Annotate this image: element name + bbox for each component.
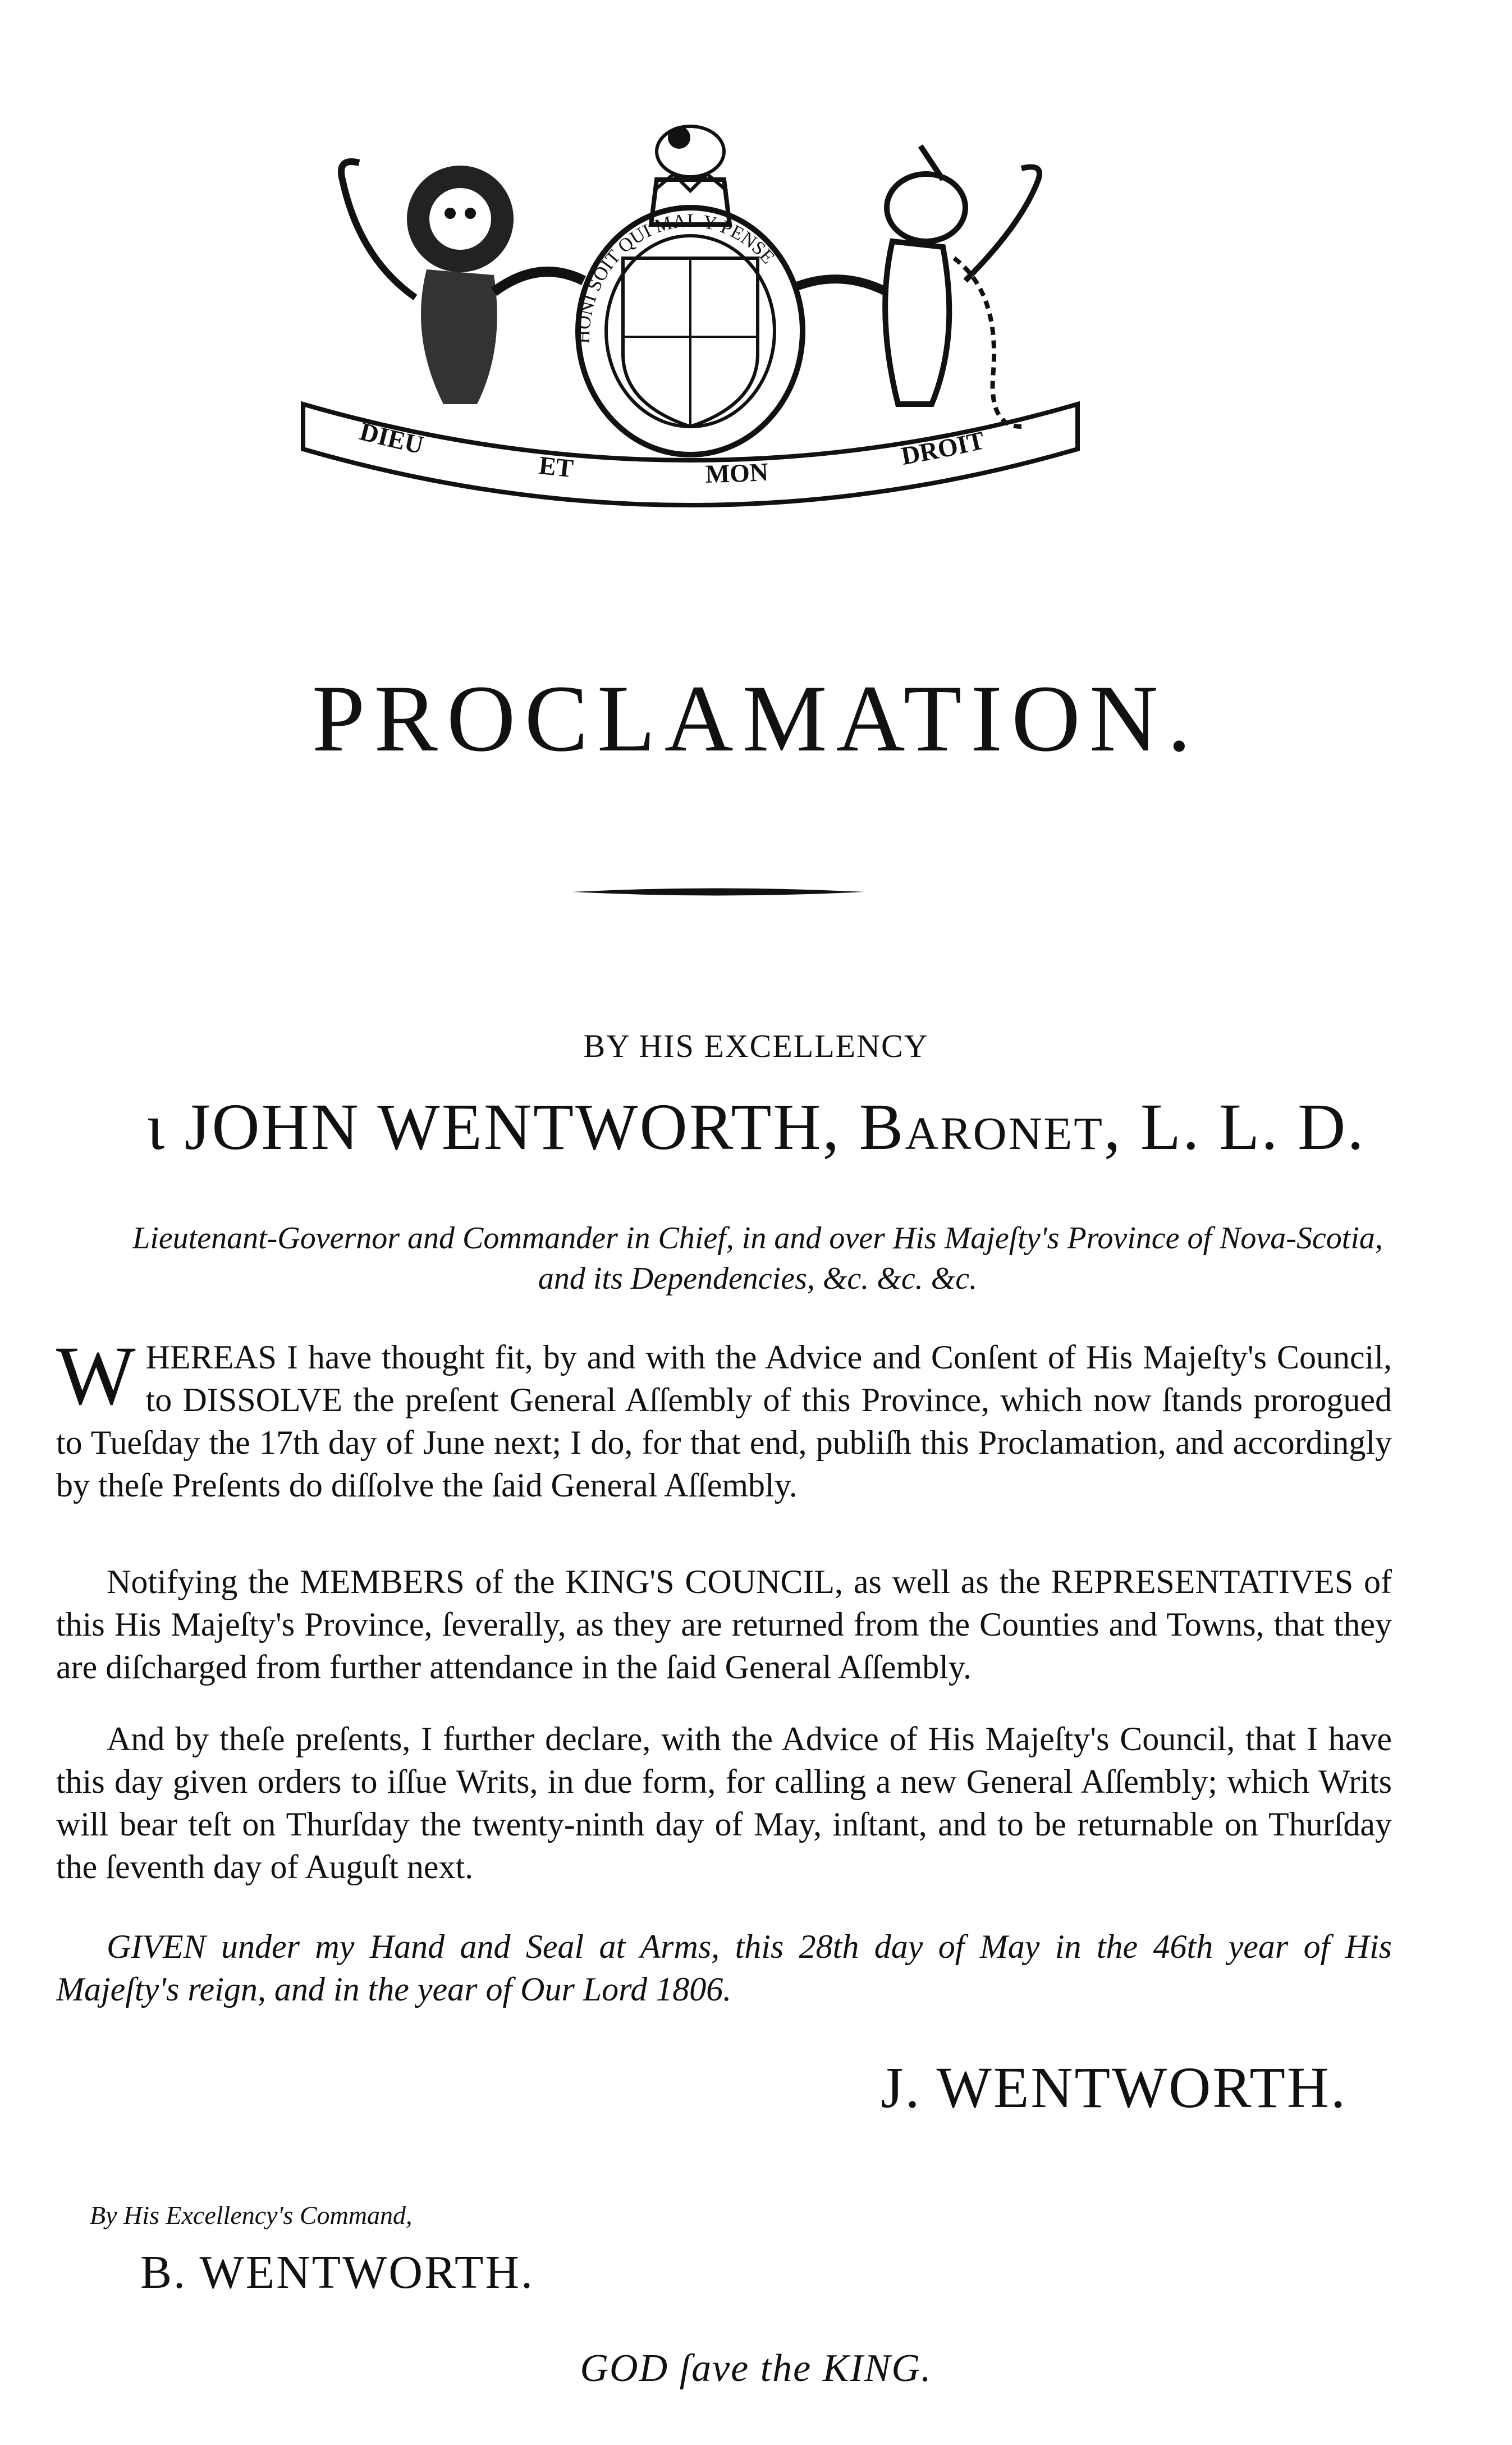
unicorn-supporter-icon (797, 146, 1039, 427)
title-divider (572, 887, 864, 897)
royal-coat-of-arms (292, 112, 1089, 516)
paragraph-notifying (56, 1560, 1392, 1688)
paragraph-writs-text: And by theſe preſents, I further declare, with the Advice of His Majeſty's Council, that I have this day given orders to iſſue Writs, in due form, for calling a new General Aſſembly; which Writs will bear teſt on Thurſday the twenty-ninth day of May, inſtant, and to be returnable on Thurſday the ſeventh day of Auguſt next. (56, 1720, 1392, 1885)
governor-name: JOHN WENTWORTH, (184, 1090, 841, 1164)
garter-motto: HONI SOIT QUI MAL Y PENSE (572, 210, 779, 344)
paragraph-whereas-text: HEREAS I have thought fit, by and with the Advice and Conſent of His Majeſty's Council, to DISSOLVE the preſent General Aſſembly of this Province, which now ſtands prorogued to Tueſday the 17th day of June next; I do, for that end, publiſh this Proclamation, and accordingly by theſe Preſents do diſſolve the ſaid General Aſſembly. (56, 1339, 1392, 1504)
governor-prefix-mark: ɩ (146, 1090, 166, 1164)
command-line: By His Excellency's Command, (90, 2201, 413, 2229)
svg-text:DIEU (357, 416, 426, 459)
paragraph-notifying-text: Notifying the MEMBERS of the KING'S COUNCIL, as well as the REPRESENTATIVES of this His Majeſty's Province, ſeverally, as they are returned from the Counties and Towns, that they are diſcharged from further attendance in the ſaid General Aſſembly. (56, 1563, 1392, 1686)
governor-name-line (0, 1089, 1512, 1165)
paragraph-given-text: GIVEN under my Hand and Seal at Arms, this 28th day of May in the 46th year of His Majeſty's reign, and in the year of Our Lord 1806. (56, 1928, 1392, 2008)
secretary-signature: B. WENTWORTH. (140, 2246, 534, 2299)
heading: BY HIS EXCELLENCY (583, 1028, 929, 1064)
paragraph-writs (56, 1718, 1392, 1888)
svg-text:ET (538, 451, 575, 483)
governor-title (112, 1218, 1403, 1299)
governor-title-line-2: and its Dependencies, &c. &c. &c. (538, 1261, 978, 1296)
lion-supporter-icon (341, 162, 584, 404)
governor-degree: L. L. D. (1140, 1090, 1366, 1164)
signature: J. WENTWORTH. (881, 2055, 1347, 2120)
paragraph-whereas (56, 1329, 1392, 1507)
motto-word-4: DROIT (899, 425, 987, 470)
shield-icon (573, 208, 803, 455)
governor-rank: Baronet, (859, 1090, 1122, 1164)
motto-word-3: MON (705, 457, 769, 488)
svg-text:MON (705, 457, 769, 488)
motto-word-1: DIEU (357, 416, 427, 460)
page-title: PROCLAMATION. (311, 666, 1201, 771)
paragraph-given (56, 1925, 1392, 2011)
governor-title-line-1: Lieutenant-Governor and Commander in Chief, in and over His Majeſty's Province of Nova-Scotia, (132, 1221, 1383, 1256)
motto-word-2: ET (537, 450, 575, 483)
closing-line: GOD ſave the KING. (580, 2347, 932, 2390)
svg-text:DROIT (899, 425, 987, 470)
drop-cap: W (56, 1329, 136, 1422)
